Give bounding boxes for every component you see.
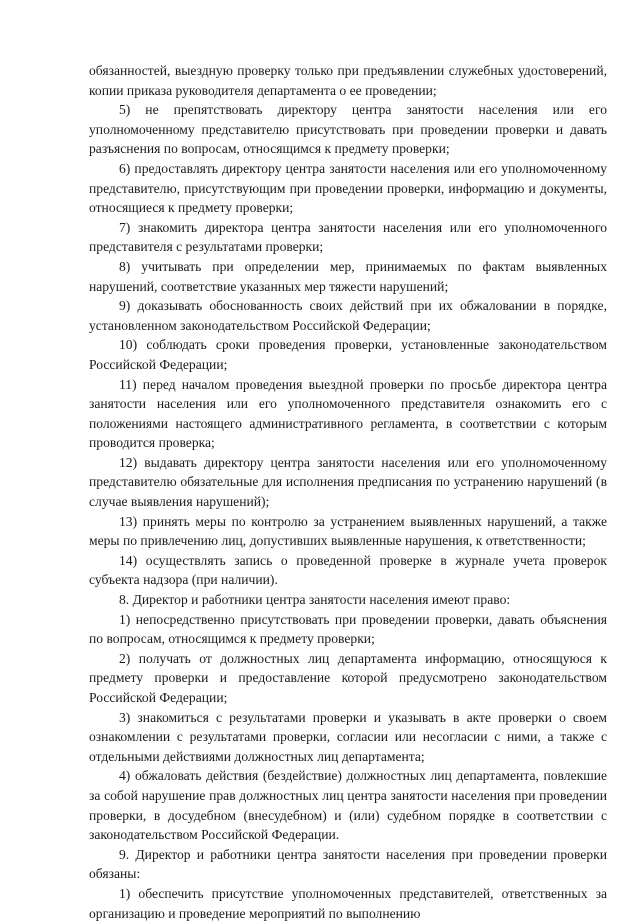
- paragraph-item-11: 11) перед началом проведения выездной проверки по просьбе директора центра занятости населения или его уполномоченного представителя ознакомить его с положениями настоящего административного регламента, в соответствии с которым проводится проверка;: [89, 376, 607, 451]
- paragraph-item-10: 10) соблюдать сроки проведения проверки, установленные законодательством Российской Федерации;: [89, 337, 607, 372]
- section-8-item-3: 3) знакомиться с результатами проверки и указывать в акте проверки о своем ознакомлении с результатами проверки, согласии или несогласии с ними, а также с отдельными действиями должностных лиц департамента;: [89, 709, 607, 764]
- section-9-heading: 9. Директор и работники центра занятости населения при проведении проверки обязаны:: [89, 846, 607, 882]
- paragraph-item-14: 14) осуществлять запись о проведенной проверке в журнале учета проверок субъекта надзора (при наличии).: [89, 552, 607, 588]
- paragraph-item-7: 7) знакомить директора центра занятости населения или его уполномоченного представителя с результатами проверки;: [89, 219, 607, 255]
- paragraph-continuation: обязанностей, выездную проверку только при предъявлении служебных удостоверений, копии приказа руководителя департамента о ее проведении;: [89, 63, 607, 98]
- section-8-item-1: 1) непосредственно присутствовать при проведении проверки, давать объяснения по вопросам, относящимся к предмету проверки;: [89, 611, 607, 647]
- section-8-heading: 8. Директор и работники центра занятости населения имеют право:: [119, 592, 511, 608]
- section-8-item-2: 2) получать от должностных лиц департамента информацию, относящуюся к предмету проверки и предоставление которой предусмотрено законодательством Российской Федерации;: [89, 650, 607, 705]
- section-9-item-1: 1) обеспечить присутствие уполномоченных представителей, ответственных за организацию и проведение мероприятий по выполнению: [89, 885, 607, 921]
- section-8-item-4: 4) обжаловать действия (бездействие) должностных лиц департамента, повлекшие за собой нарушение прав должностных лиц центра занятости населения при проведении проверки, в досудебном (внесудебном) и (или) судебном порядке в соответствии с законодательством Российской Федерации.: [89, 768, 607, 843]
- paragraph-item-6: 6) предоставлять директору центра занятости населения или его уполномоченному представителю, присутствующим при проведении проверки, информацию и документы, относящиеся к предмету проверки;: [89, 160, 607, 216]
- paragraph-item-5: 5) не препятствовать директору центра занятости населения или его уполномоченному представителю присутствовать при проведении проверки и давать разъяснения по вопросам, относящимся к предмету проверки;: [89, 102, 607, 157]
- paragraph-item-8: 8) учитывать при определении мер, принимаемых по фактам выявленных нарушений, соответствие указанных мер тяжести нарушений;: [89, 258, 607, 294]
- paragraph-item-13: 13) принять меры по контролю за устранением выявленных нарушений, а также меры по привлечению лиц, допустивших выявленные нарушения, к ответственности;: [89, 513, 607, 549]
- paragraph-item-12: 12) выдавать директору центра занятости населения или его уполномоченному представителю обязательные для исполнения предписания по устранению нарушений (в случае выявления нарушений);: [89, 454, 607, 510]
- paragraph-item-9: 9) доказывать обоснованность своих действий при их обжаловании в порядке, установленном законодательством Российской Федерации;: [89, 298, 607, 333]
